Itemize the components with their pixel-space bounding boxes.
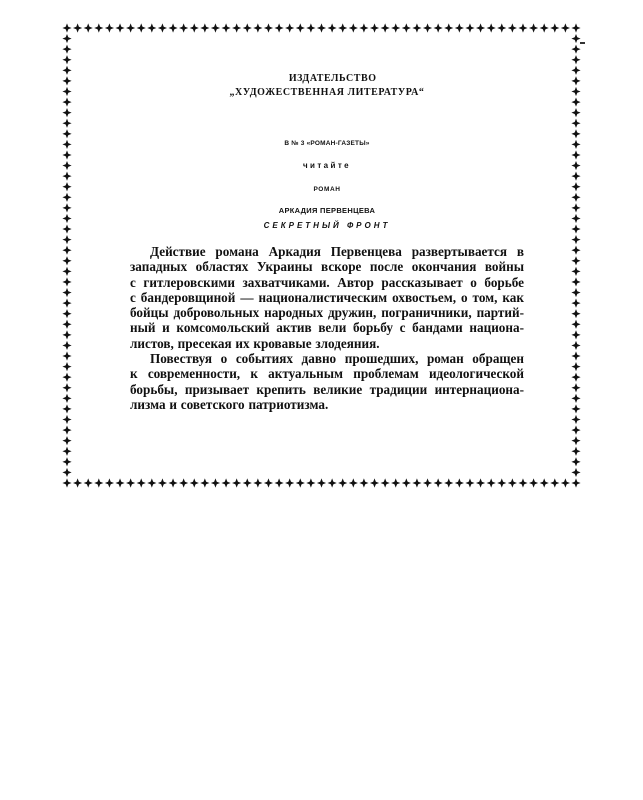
issue-reference: В № 3 «РОМАН-ГАЗЕТЫ» xyxy=(284,140,370,147)
border-star-ornament xyxy=(274,478,283,487)
border-star-ornament xyxy=(571,55,580,64)
publisher-label: ИЗДАТЕЛЬСТВО xyxy=(288,73,377,84)
border-star-ornament xyxy=(62,256,71,265)
border-star-ornament xyxy=(264,23,273,32)
border-star-ornament xyxy=(349,478,358,487)
border-star-ornament xyxy=(62,203,71,212)
border-star-ornament xyxy=(540,23,549,32)
border-star-ornament xyxy=(62,150,71,159)
border-star-ornament xyxy=(571,119,580,128)
text-line: западных областях Украины вскоре после окончания войны xyxy=(130,259,524,275)
border-star-ornament xyxy=(137,478,146,487)
border-star-ornament xyxy=(105,478,114,487)
border-star-ornament xyxy=(571,341,580,350)
border-star-ornament xyxy=(571,203,580,212)
border-star-ornament xyxy=(328,23,337,32)
border-star-ornament xyxy=(306,23,315,32)
border-star-ornament xyxy=(147,23,156,32)
border-star-ornament xyxy=(497,478,506,487)
announcement-block xyxy=(130,72,524,412)
border-star-ornament xyxy=(571,23,580,32)
border-star-ornament xyxy=(571,235,580,244)
border-star-ornament xyxy=(317,23,326,32)
border-star-ornament xyxy=(285,478,294,487)
border-star-ornament xyxy=(359,478,368,487)
border-star-ornament xyxy=(571,267,580,276)
border-star-ornament xyxy=(137,23,146,32)
border-star-ornament xyxy=(62,235,71,244)
border-star-ornament xyxy=(62,309,71,318)
border-star-ornament xyxy=(571,457,580,466)
border-star-ornament xyxy=(62,161,71,170)
margin-mark xyxy=(580,42,585,44)
border-star-ornament xyxy=(84,23,93,32)
border-star-ornament xyxy=(550,478,559,487)
border-star-ornament xyxy=(529,23,538,32)
border-star-ornament xyxy=(444,23,453,32)
border-star-ornament xyxy=(62,97,71,106)
border-star-ornament xyxy=(571,299,580,308)
border-star-ornament xyxy=(508,478,517,487)
read-prompt: читайте xyxy=(302,161,351,170)
border-star-ornament xyxy=(62,129,71,138)
border-star-ornament xyxy=(62,299,71,308)
author-name: АРКАДИЯ ПЕРВЕНЦЕВА xyxy=(278,206,376,215)
border-star-ornament xyxy=(571,309,580,318)
text-line: с гитлеровскими захватчиками. Автор рассказывает о борьбе xyxy=(130,274,524,290)
border-star-ornament xyxy=(571,66,580,75)
border-star-ornament xyxy=(126,23,135,32)
border-star-ornament xyxy=(62,214,71,223)
border-star-ornament xyxy=(232,23,241,32)
border-star-ornament xyxy=(423,23,432,32)
border-star-ornament xyxy=(571,415,580,424)
border-star-ornament xyxy=(200,23,209,32)
border-star-ornament xyxy=(211,478,220,487)
border-star-ornament xyxy=(423,478,432,487)
border-star-ornament xyxy=(571,97,580,106)
text-line: с бандеровщиной — националистическим охвостьем, о том, как xyxy=(130,289,524,305)
border-star-ornament xyxy=(62,182,71,191)
border-star-ornament xyxy=(62,76,71,85)
border-star-ornament xyxy=(179,478,188,487)
border-star-ornament xyxy=(147,478,156,487)
border-star-ornament xyxy=(62,23,71,32)
border-star-ornament xyxy=(274,23,283,32)
border-star-ornament xyxy=(444,478,453,487)
border-star-ornament xyxy=(73,23,82,32)
publisher-name: „ХУДОЖЕСТВЕННАЯ ЛИТЕРАТУРА“ xyxy=(229,87,425,98)
border-star-ornament xyxy=(62,478,71,487)
border-star-ornament xyxy=(571,425,580,434)
border-star-ornament xyxy=(349,23,358,32)
border-star-ornament xyxy=(338,478,347,487)
paragraph-1 xyxy=(130,244,524,351)
border-star-ornament xyxy=(571,277,580,286)
border-star-ornament xyxy=(571,87,580,96)
text-line: к современности, к актуальным проблемам идеологической xyxy=(130,366,524,382)
border-star-ornament xyxy=(62,108,71,117)
border-star-ornament xyxy=(296,23,305,32)
text-line: Действие романа Аркадия Первенцева развертывается в xyxy=(150,244,524,259)
border-star-ornament xyxy=(73,478,82,487)
border-star-ornament xyxy=(168,23,177,32)
border-star-ornament xyxy=(412,23,421,32)
border-star-ornament xyxy=(571,140,580,149)
border-star-ornament xyxy=(338,23,347,32)
border-star-ornament xyxy=(158,23,167,32)
text-line: бойцы добровольных народных дружин, пограничники, партий- xyxy=(130,305,524,321)
border-star-ornament xyxy=(94,478,103,487)
border-star-ornament xyxy=(62,55,71,64)
border-star-ornament xyxy=(62,277,71,286)
border-star-ornament xyxy=(190,23,199,32)
border-star-ornament xyxy=(221,23,230,32)
border-star-ornament xyxy=(476,23,485,32)
border-star-ornament xyxy=(126,478,135,487)
text-line: листов, пресекая их кровавые злодеяния. xyxy=(130,335,380,351)
border-star-ornament xyxy=(571,129,580,138)
border-star-ornament xyxy=(285,23,294,32)
border-star-ornament xyxy=(115,23,124,32)
border-star-ornament xyxy=(571,108,580,117)
border-star-ornament xyxy=(465,478,474,487)
border-star-ornament xyxy=(571,214,580,223)
border-star-ornament xyxy=(243,478,252,487)
border-star-ornament xyxy=(487,478,496,487)
border-star-ornament xyxy=(571,330,580,339)
border-star-ornament xyxy=(62,246,71,255)
border-star-ornament xyxy=(434,478,443,487)
border-star-ornament xyxy=(571,404,580,413)
border-star-ornament xyxy=(62,373,71,382)
border-star-ornament xyxy=(412,478,421,487)
book-title: СЕКРЕТНЫЙ ФРОНТ xyxy=(263,221,391,230)
border-star-ornament xyxy=(317,478,326,487)
border-star-ornament xyxy=(62,383,71,392)
border-star-ornament xyxy=(62,447,71,456)
border-star-ornament xyxy=(221,478,230,487)
genre-label: РОМАН xyxy=(313,186,341,193)
border-star-ornament xyxy=(168,478,177,487)
text-line: лизма и советского патриотизма. xyxy=(130,396,329,412)
border-star-ornament xyxy=(561,23,570,32)
text-line: ный и комсомольский актив вели борьбу с бандами национа- xyxy=(130,320,524,336)
border-star-ornament xyxy=(487,23,496,32)
description-text xyxy=(130,244,524,412)
border-star-ornament xyxy=(571,383,580,392)
border-star-ornament xyxy=(200,478,209,487)
border-star-ornament xyxy=(571,150,580,159)
border-star-ornament xyxy=(571,362,580,371)
border-star-ornament xyxy=(62,66,71,75)
border-star-ornament xyxy=(62,415,71,424)
border-star-ornament xyxy=(253,478,262,487)
border-star-ornament xyxy=(381,23,390,32)
border-star-ornament xyxy=(571,45,580,54)
border-star-ornament xyxy=(571,246,580,255)
border-star-ornament xyxy=(571,478,580,487)
border-star-ornament xyxy=(62,267,71,276)
border-star-ornament xyxy=(62,87,71,96)
border-star-ornament xyxy=(62,394,71,403)
border-star-ornament xyxy=(571,161,580,170)
border-star-ornament xyxy=(571,256,580,265)
border-star-ornament xyxy=(497,23,506,32)
border-star-ornament xyxy=(370,23,379,32)
border-star-ornament xyxy=(370,478,379,487)
border-star-ornament xyxy=(561,478,570,487)
border-star-ornament xyxy=(115,478,124,487)
border-star-ornament xyxy=(62,330,71,339)
border-star-ornament xyxy=(243,23,252,32)
border-star-ornament xyxy=(62,362,71,371)
border-star-ornament xyxy=(571,447,580,456)
border-star-ornament xyxy=(518,478,527,487)
border-star-ornament xyxy=(211,23,220,32)
border-star-ornament xyxy=(571,172,580,181)
border-star-ornament xyxy=(62,34,71,43)
border-star-ornament xyxy=(62,468,71,477)
border-star-ornament xyxy=(62,425,71,434)
text-line: борьбы, призывает крепить великие традиции интернациона- xyxy=(130,381,524,397)
border-star-ornament xyxy=(84,478,93,487)
border-star-ornament xyxy=(571,436,580,445)
border-star-ornament xyxy=(571,351,580,360)
border-star-ornament xyxy=(62,288,71,297)
border-star-ornament xyxy=(571,76,580,85)
border-star-ornament xyxy=(571,394,580,403)
border-star-ornament xyxy=(476,478,485,487)
border-star-ornament xyxy=(62,320,71,329)
border-star-ornament xyxy=(62,351,71,360)
border-star-ornament xyxy=(529,478,538,487)
border-star-ornament xyxy=(232,478,241,487)
border-star-ornament xyxy=(62,436,71,445)
border-star-ornament xyxy=(518,23,527,32)
border-star-ornament xyxy=(391,478,400,487)
border-star-ornament xyxy=(402,478,411,487)
border-star-ornament xyxy=(571,320,580,329)
border-star-ornament xyxy=(455,23,464,32)
publisher-heading xyxy=(140,72,514,100)
border-star-ornament xyxy=(571,288,580,297)
border-star-ornament xyxy=(508,23,517,32)
border-star-ornament xyxy=(381,478,390,487)
border-star-ornament xyxy=(571,373,580,382)
border-star-ornament xyxy=(158,478,167,487)
border-star-ornament xyxy=(62,224,71,233)
border-star-ornament xyxy=(571,182,580,191)
border-star-ornament xyxy=(306,478,315,487)
border-star-ornament xyxy=(402,23,411,32)
border-star-ornament xyxy=(359,23,368,32)
border-star-ornament xyxy=(391,23,400,32)
border-star-ornament xyxy=(62,45,71,54)
border-star-ornament xyxy=(190,478,199,487)
border-star-ornament xyxy=(434,23,443,32)
border-star-ornament xyxy=(571,468,580,477)
border-star-ornament xyxy=(62,140,71,149)
border-star-ornament xyxy=(465,23,474,32)
border-star-ornament xyxy=(571,224,580,233)
border-star-ornament xyxy=(62,457,71,466)
border-star-ornament xyxy=(94,23,103,32)
text-line: Повествуя о событиях давно прошедших, роман обращен xyxy=(150,351,524,367)
border-star-ornament xyxy=(550,23,559,32)
border-star-ornament xyxy=(571,193,580,202)
border-star-ornament xyxy=(253,23,262,32)
border-star-ornament xyxy=(328,478,337,487)
border-star-ornament xyxy=(455,478,464,487)
border-star-ornament xyxy=(62,119,71,128)
paragraph-2 xyxy=(130,351,524,412)
border-star-ornament xyxy=(62,341,71,350)
border-star-ornament xyxy=(62,193,71,202)
border-star-ornament xyxy=(105,23,114,32)
border-star-ornament xyxy=(296,478,305,487)
border-star-ornament xyxy=(179,23,188,32)
border-star-ornament xyxy=(264,478,273,487)
border-star-ornament xyxy=(62,172,71,181)
border-star-ornament xyxy=(540,478,549,487)
border-star-ornament xyxy=(62,404,71,413)
